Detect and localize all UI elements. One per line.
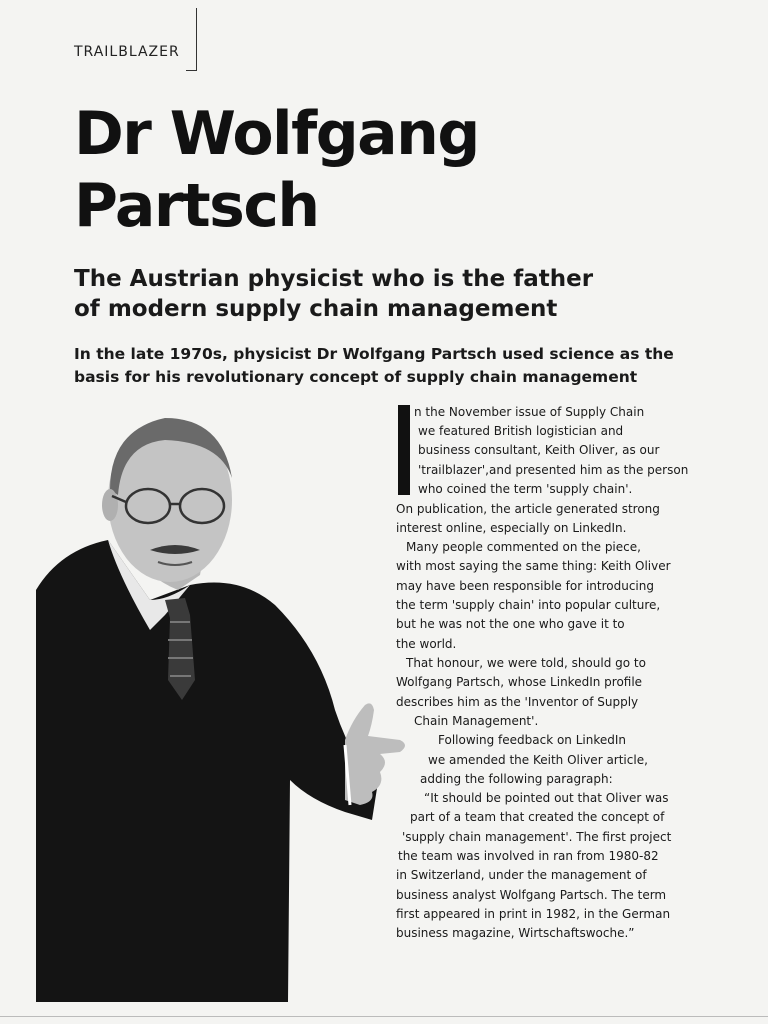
body-line: business analyst Wolfgang Partsch. The term (396, 888, 667, 902)
body-line: describes him as the 'Inventor of Supply (396, 695, 639, 709)
body-line: in Switzerland, under the management of (396, 868, 647, 882)
standfirst (74, 343, 714, 389)
body-line: interest online, especially on LinkedIn. (396, 521, 627, 535)
body-line: n the November issue of Supply Chain (414, 405, 645, 419)
body-line: 'supply chain management'. The first project (402, 830, 672, 844)
body-line: Many people commented on the piece, (406, 540, 641, 554)
section-rule-vertical (196, 8, 197, 70)
title-line-1: Dr Wolfgang (74, 99, 479, 169)
section-rule-horizontal (186, 70, 197, 71)
body-line: but he was not the one who gave it to (396, 617, 625, 631)
standfirst-line-2: basis for his revolutionary concept of supply chain management (74, 368, 638, 386)
body-line: the world. (396, 637, 457, 651)
drop-cap (398, 405, 410, 495)
subtitle-line-2: of modern supply chain management (74, 296, 558, 322)
body-line: That honour, we were told, should go to (406, 656, 646, 670)
subtitle (74, 264, 694, 324)
body-line: we amended the Keith Oliver article, (428, 753, 648, 767)
body-line: the term 'supply chain' into popular culture, (396, 598, 661, 612)
subtitle-line-1: The Austrian physicist who is the father (74, 266, 594, 292)
title-line-2: Partsch (74, 171, 319, 241)
body-line: business consultant, Keith Oliver, as our (418, 443, 660, 457)
body-line: “It should be pointed out that Oliver was (424, 791, 669, 805)
body-line: we featured British logistician and (418, 424, 624, 438)
body-line: the team was involved in ran from 1980-82 (398, 849, 659, 863)
portrait-photo (0, 400, 420, 1002)
body-line: with most saying the same thing: Keith Oliver (396, 559, 671, 573)
body-line: 'trailblazer',and presented him as the person (418, 463, 689, 477)
body-line: On publication, the article generated strong (396, 502, 660, 516)
body-line: Following feedback on LinkedIn (438, 733, 627, 747)
page-title (74, 98, 479, 242)
standfirst-line-1: In the late 1970s, physicist Dr Wolfgang Partsch used science as the (74, 345, 674, 363)
body-line: Chain Management'. (414, 714, 539, 728)
section-label: TRAILBLAZER (74, 44, 180, 60)
body-line: may have been responsible for introducing (396, 579, 654, 593)
body-line: first appeared in print in 1982, in the German (396, 907, 671, 921)
page-bottom-rule (0, 1016, 768, 1017)
body-line: Wolfgang Partsch, whose LinkedIn profile (396, 675, 643, 689)
body-line: part of a team that created the concept of (410, 810, 665, 824)
body-line: who coined the term 'supply chain'. (418, 482, 633, 496)
body-line: adding the following paragraph: (420, 772, 613, 786)
body-line: business magazine, Wirtschaftswoche.” (396, 926, 635, 940)
